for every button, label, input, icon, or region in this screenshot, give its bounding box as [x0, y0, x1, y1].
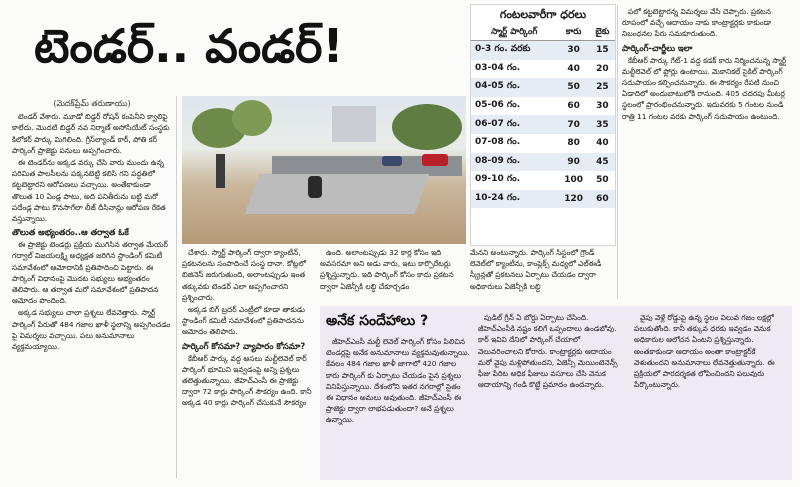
- rate-cell-car: 70: [558, 115, 590, 134]
- news-photo: [182, 96, 466, 244]
- doubts-column-3: [634, 312, 788, 476]
- rate-cell-slot: 04-05 గం.: [471, 78, 558, 97]
- paragraph: కేబీఆర్ పార్కు వద్ద అసలు మల్టీలెవెల్ కార్ పార్కింగ్ భూమిని ఇవ్వడంపై అన్ని ప్రశ్నలు తలెత్తుతున్నాయి. జీహెచ్ఎంసీ ఈ ప్రాజెక్టు ద్వారా 72 కార్లు పార్కింగ్ సౌకర్యం ఉంది. కానీ అక్కడ 40 కార్లు పార్కింగ్ చేసుకునే సౌకర్యం: [182, 353, 312, 408]
- col-header-slot: స్మార్ట్ పార్కింగ్: [471, 26, 558, 41]
- rate-cell-bike: 30: [596, 101, 609, 112]
- rate-cell-bike: 50: [596, 175, 609, 186]
- paragraph: పుడిల్ గ్రీన్ ఏ బోర్డు ఏర్పాటు చేసింది. జీహెచ్ఎంసీకి నష్టం కలిగే ఒప్పందాలు ఉండబోవు. కార్ ఇవివి దేనిలో పార్కింగ్ చేయాలో వెలువరించాలని కోరారు. కాంట్రాక్టర్లకు ఆదాయం మరో వైపు మళ్లిపోతుందని, ఏజెన్సీ మెయింటెనెన్స్ ఫీజు పేరిట అధిక ఫీజులు వసూలు చేసి వెనుక ఆదాయాన్ని గండి కొట్టే ప్రమాదం ఉందన్నారు.: [478, 313, 618, 390]
- rate-cell-slot: 03-04 గం.: [475, 62, 521, 73]
- rate-cell-car: 80: [567, 138, 580, 149]
- rate-row: [471, 134, 615, 153]
- subheading: పార్కింగ్-చార్జీలు ఇలా: [622, 42, 693, 53]
- col-header-car: కారు: [558, 26, 590, 41]
- paragraph: అక్కడ సభ్యులు చాలా ప్రశ్నలు లేవనెత్తారు. స్మార్ట్ పార్కింగ్ పేరుతో 484 గజాల ఖాళీ స్థలాన్ని అప్పగించడం పై విమర్శలు వచ్చాయి. పలు అనుమానాలు వ్యక్తమయ్యాయి.: [12, 308, 171, 352]
- rate-cell-car: 100: [564, 175, 584, 186]
- rate-cell-car: 120: [558, 190, 590, 209]
- subheading: పార్కింగ్ కోసమా? వ్యాపారం కోసమా?: [182, 340, 306, 351]
- rates-table-box: [470, 4, 616, 246]
- rate-row: [471, 97, 615, 116]
- rate-cell-bike: 35: [590, 115, 615, 134]
- rate-cell-car: 90: [558, 153, 590, 172]
- rate-cell-slot: 06-07 గం.: [471, 115, 558, 134]
- paragraph: కేబీఆర్ పార్కు గేట్-1 వద్ద కడక్ కారు నిర్మించనున్న స్మార్ట్ మల్టీలెవెల్ లో ఫ్లోర్లు ఉంటాయి. మెకానికల్ సైకిల్ పార్కింగ్ సదుపాయం కల్పించనున్నారు. ఈ సౌకర్యం రేపటి నుంచి ఏడాదిలో అందుబాటులోకి రానుంది. 405 చదరపు మీటర్ల స్థలంలో ప్రారంభించనున్నారు. ఇదువరకు 5 గంటల నుండి రాత్రి 11 గంటల వరకు పార్కింగ్ సదుపాయం ఉంటుంది.: [622, 55, 787, 121]
- paragraph: అక్కడ బిగ్ బ్రదర్ ఎంట్రీలో కూడా తాకుడు స్టాండింగ్ కమిటీ సమావేశంలో ప్రతిపాదనను ఆమోదం తెలిపారు.: [182, 305, 305, 337]
- rate-row: [471, 41, 615, 60]
- rate-cell-bike: 40: [596, 138, 609, 149]
- article-column-3: [320, 247, 466, 303]
- rate-cell-car: 50: [558, 78, 590, 97]
- headline: టెండర్.. వండర్!: [34, 19, 344, 73]
- rate-row: [471, 171, 615, 190]
- rate-row: [471, 190, 615, 209]
- rates-caption: [470, 247, 614, 303]
- rate-cell-bike: 15: [590, 41, 615, 60]
- paragraph: వైపు వెళ్లే రోడ్డుపై ఉన్న స్థలం విలువ గజం లక్షల్లో పలుకుతోంది. కానీ తక్కువ ధరకు ఇవ్వడం వెనుక అధికారుల ఆలోచన ఏంటని ప్రశ్నిస్తున్నారు. అంతకాకుండా ఆదాయం అంతా కాంట్రాక్టర్‌కే వెళుతుందని అనుమానాలు లేవనెత్తుతున్నారు. ఈ ప్రక్రియలో పారదర్శకత లోపించిందని పలువురు పేర్కొంటున్నారు.: [634, 313, 775, 390]
- article-column-2: [182, 247, 314, 481]
- byline: (మెదక్‌ప్రేమ్ తరుణాయు): [53, 99, 131, 108]
- rate-row: [471, 60, 615, 79]
- rate-cell-slot: 0-3 గం. వరకు: [471, 41, 558, 60]
- paragraph: పలో కట్టబెట్టారన్న విమర్శలు వేసి చెప్పారు. ప్రకటన రూపంలో వచ్చే ఆదాయం నాకు కాంట్రాక్టర్లకు కాకుండా నిబంధనల పేరు సమకూరుతుంది.: [622, 7, 772, 39]
- doubts-column-1: [326, 336, 470, 476]
- paragraph: జీహెచ్ఎంసీ మల్టీ లెవెల్ పార్కింగ్ కోసం పిలిచిన టెండర్లపై అనేక అనుమానాలు వ్యక్తమవుతున్నాయి. కేవలం 484 గజాల ఖాళీ జాగాలో 420 గజాల కారు పార్కింగ్ కు ఏర్పాటు చేయడం పైన ప్రశ్నలు వినిపిస్తున్నాయి. దేశంలోని ఇతర నగరాల్లో సైతం ఈ విధానం అమలు అవుతుంది. జీహెచ్ఎంసీ ఈ ప్రాజెక్టు ద్వారా లాభపడుతుందా? అనే ప్రశ్నలు ఉన్నాయి.: [326, 337, 470, 425]
- rate-cell-slot: 07-08 గం.: [475, 137, 521, 148]
- rate-cell-slot: 10-24 గం.: [471, 190, 558, 209]
- rate-cell-car: 30: [558, 41, 590, 60]
- paragraph: చేశారు. స్మార్ట్ పార్కింగ్ ద్వారా క్యాంటీన్, ప్రకటనలను సంపాదించే సంస్థ దానా. కోట్లలో బిజినెస్ జరుగుతుంది, అలాంటప్పుడు ఇంత తక్కువకు టెండర్ ఎలా అప్పగించారని ప్రశ్నించారు.: [182, 248, 306, 302]
- rate-cell-bike: 25: [590, 78, 615, 97]
- rate-row: [471, 78, 615, 97]
- rate-cell-bike: 45: [590, 153, 615, 172]
- paragraph: ఈ టెండర్‌ను అక్కడ వర్కు చేసి వారు ముందు ఉన్న పరిమిత పాలసీలను పక్కనబెట్టి కలిసి గని పద్ధతిలో కట్టబెట్టారని ఆరోపణలు వచ్చాయి. అంతేకాకుండా తొలుత 10 ఏండ్ల పాటు, అది పనితీరును బట్టి మరో పదేండ్ల పాటు కొనసాగేలా లీజ్ దీసినాన్లు ఆరోపణ రేకెత వస్తున్నాయి.: [12, 158, 166, 224]
- article-column-5: [622, 6, 794, 302]
- col-header-bike: బైకు: [590, 26, 615, 41]
- paragraph: ఈ ప్రాజెక్టు టెండర్లు ప్రక్రియ ముగిసిన తర్వాత మేయర్ గద్వాల్ విజయలక్ష్మి అధ్యక్షత జరిగిన స్టాండింగ్ కమిటీ సమావేశంలో ఆమోదానికి ప్రతిపాదించి పెట్టారు. ఈ పార్కింగ్ విధానంపై మొదట సభ్యులు అభ్యంతరం తెలిపారు. ఆ తర్వాత మరో సమావేశంలో ప్రతిపాదన ఆమోదం పొందింది.: [12, 240, 168, 306]
- rate-cell-slot: 09-10 గం.: [475, 174, 521, 185]
- subheading: తొలుత అభ్యంతరం..ఆ తర్వాత ఓకే: [12, 227, 129, 238]
- paragraph: టెండర్ వేశారు. మూడో బిడ్డర్ రోషన్ కంపెనీని క్వాలిఫై కాలేదు. మొదటి బిడ్డర్ నవ నిర్మాణ్ అసోసియేట్ సంస్థకు కిలోకర్ పార్కు మిగిలింది. గ్రీస్‌ల్యాండ్ కార్, పోతి కర్ పార్కింగ్ ప్రాజెక్టు పనులు అప్పగించారు.: [12, 112, 170, 155]
- article-column-1: [12, 96, 172, 481]
- rate-cell-car: 60: [567, 101, 580, 112]
- doubts-box: [320, 306, 792, 480]
- doubts-title: అనేక సందేహాలు ?: [326, 313, 429, 329]
- rate-cell-slot: 05-06 గం.: [475, 100, 521, 111]
- rate-cell-bike: 20: [596, 63, 609, 74]
- rate-cell-slot: 08-09 గం.: [471, 153, 558, 172]
- doubts-column-2: [478, 312, 626, 476]
- rate-cell-bike: 60: [590, 190, 615, 209]
- rates-title: గంటలవారీగా ధరలు: [499, 8, 587, 21]
- paragraph: మేనని అంటున్నారు. పార్కింగ్ సిస్టంలో గ్రౌండ్ లెవెల్‌లో క్యాంటీను, కాంప్లెక్స్ మధ్యలో ఎల్ఈడీ స్క్రీన్లతో ప్రకటనలు ఏర్పాటు చేయడం ద్వారా అధికారులు ఏజెన్సీకి లబ్ధి: [470, 248, 602, 291]
- rate-row: [471, 115, 615, 134]
- rates-table: [471, 26, 615, 208]
- paragraph: ఉంది. అలాంటప్పుడు 32 కార్ల కోసం ఇది అవసరమా అని అడు వారు, ఇటు కార్పొరేటర్లు ప్రశ్నిస్తున్నారు. ఇది పార్కింగ్ కోసం కాదు ప్రకటన ద్వారా ఏజెన్సీకి లబ్ధి చేకూర్చడం: [320, 248, 454, 291]
- doubts-title-row: [326, 310, 428, 332]
- rate-cell-car: 40: [567, 63, 580, 74]
- rate-row: [471, 153, 615, 172]
